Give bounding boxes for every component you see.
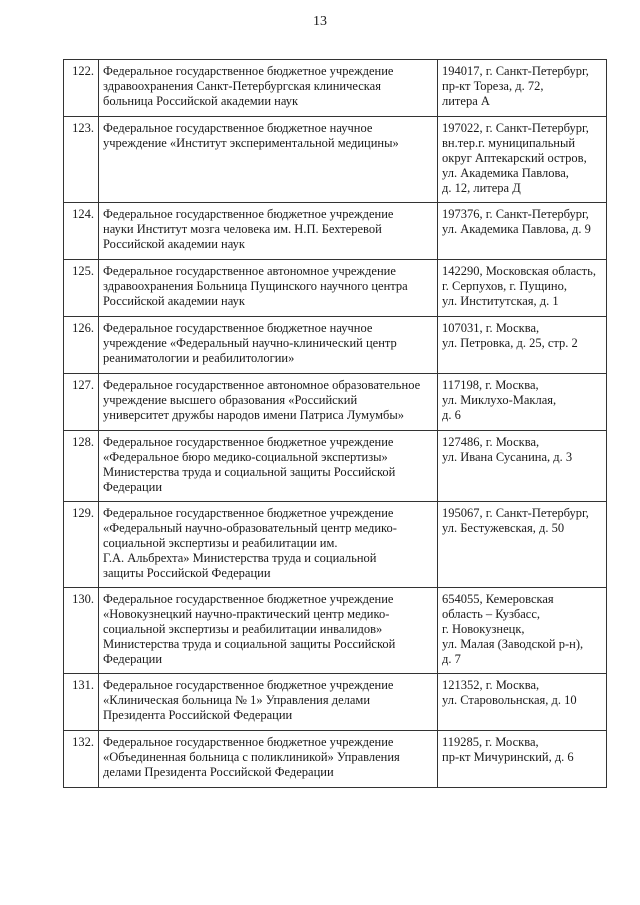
table-row [64,731,607,788]
table-row [64,431,607,502]
page-number: 13 [313,14,327,29]
institution-name: Федеральное государственное бюджетное учреждение «Объединенная больница с поликлиникой» Управления делами Президента Российской Федерации [99,731,438,788]
institutions-table [63,59,607,788]
row-number: 128. [64,431,99,502]
row-number: 125. [64,260,99,317]
table-body [64,60,607,788]
row-number: 131. [64,674,99,731]
row-number: 130. [64,588,99,674]
institution-address: 654055, Кемеровская область – Кузбасс, г. Новокузнецк, ул. Малая (Заводской р-н), д. 7 [438,588,607,674]
institution-address: 197376, г. Санкт-Петербург, ул. Академика Павлова, д. 9 [438,203,607,260]
row-number: 123. [64,117,99,203]
table-row [64,117,607,203]
row-number: 122. [64,60,99,117]
institution-name: Федеральное государственное бюджетное учреждение «Новокузнецкий научно-практический центр медико- социальной экспертизы и реабилитации инвалидов» Министерства труда и социальной защиты Российской Федерации [99,588,438,674]
row-number: 127. [64,374,99,431]
institution-address: 127486, г. Москва, ул. Ивана Сусанина, д. 3 [438,431,607,502]
institution-name: Федеральное государственное бюджетное учреждение «Федеральный научно-образовательный центр медико- социальной экспертизы и реабилитации им. Г.А. Альбрехта» Министерства труда и социальной защиты Российской Федерации [99,502,438,588]
institution-address: 121352, г. Москва, ул. Старовольнская, д. 10 [438,674,607,731]
table-row [64,260,607,317]
institution-address: 107031, г. Москва, ул. Петровка, д. 25, стр. 2 [438,317,607,374]
row-number: 126. [64,317,99,374]
row-number: 132. [64,731,99,788]
institution-address: 117198, г. Москва, ул. Миклухо-Маклая, д. 6 [438,374,607,431]
table-row [64,317,607,374]
institution-name: Федеральное государственное бюджетное учреждение «Клиническая больница № 1» Управления делами Президента Российской Федерации [99,674,438,731]
table-row [64,502,607,588]
institution-address: 195067, г. Санкт-Петербург, ул. Бестужевская, д. 50 [438,502,607,588]
institution-name: Федеральное государственное бюджетное научное учреждение «Федеральный научно-клинический центр реаниматологии и реабилитологии» [99,317,438,374]
institution-address: 142290, Московская область, г. Серпухов, г. Пущино, ул. Институтская, д. 1 [438,260,607,317]
institution-name: Федеральное государственное бюджетное учреждение здравоохранения Санкт-Петербургская клиническая больница Российской академии наук [99,60,438,117]
institution-name: Федеральное государственное бюджетное учреждение науки Институт мозга человека им. Н.П. Бехтеревой Российской академии наук [99,203,438,260]
institution-address: 194017, г. Санкт-Петербург, пр-кт Тореза, д. 72, литера А [438,60,607,117]
table-row [64,60,607,117]
institution-name: Федеральное государственное бюджетное научное учреждение «Институт экспериментальной медицины» [99,117,438,203]
institution-address: 197022, г. Санкт-Петербург, вн.тер.г. муниципальный округ Аптекарский остров, ул. Академика Павлова, д. 12, литера Д [438,117,607,203]
row-number: 124. [64,203,99,260]
table-row [64,674,607,731]
institution-address: 119285, г. Москва, пр-кт Мичуринский, д. 6 [438,731,607,788]
table-row [64,374,607,431]
table-row [64,203,607,260]
institution-name: Федеральное государственное бюджетное учреждение «Федеральное бюро медико-социальной экспертизы» Министерства труда и социальной защиты Российской Федерации [99,431,438,502]
institution-name: Федеральное государственное автономное учреждение здравоохранения Больница Пущинского научного центра Российской академии наук [99,260,438,317]
institution-name: Федеральное государственное автономное образовательное учреждение высшего образования «Российский университет дружбы народов имени Патриса Лумумбы» [99,374,438,431]
table-row [64,588,607,674]
row-number: 129. [64,502,99,588]
